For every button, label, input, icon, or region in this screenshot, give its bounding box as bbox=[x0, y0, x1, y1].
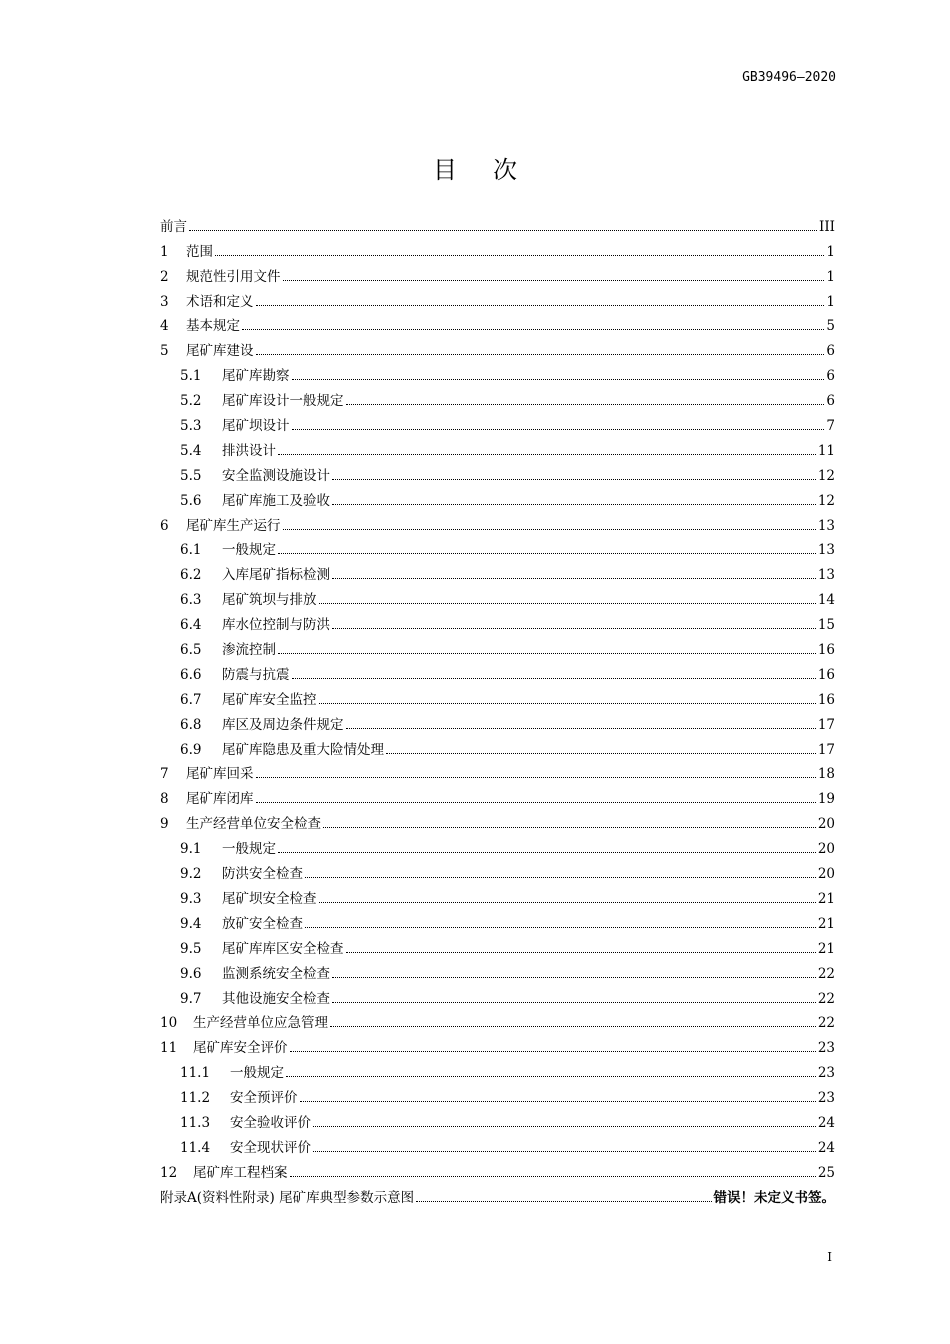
toc-entry-number: 12 bbox=[160, 1164, 178, 1181]
toc-entry-number: 9.1 bbox=[180, 841, 202, 858]
toc-entry-number: 9.6 bbox=[180, 965, 202, 982]
toc-dot-leader bbox=[332, 1002, 816, 1003]
toc-entry[interactable] bbox=[160, 683, 835, 708]
toc-entry-number: 8 bbox=[160, 791, 169, 808]
toc-dot-leader bbox=[332, 977, 816, 978]
toc-entry[interactable] bbox=[160, 907, 835, 932]
toc-entry[interactable] bbox=[160, 409, 835, 434]
toc-dot-leader bbox=[313, 1151, 816, 1152]
toc-entry-page: 21 bbox=[817, 890, 835, 907]
toc-entry-page: 12 bbox=[817, 467, 835, 484]
toc-entry[interactable] bbox=[160, 633, 835, 658]
toc-entry-number: 6.7 bbox=[180, 691, 202, 708]
toc-entry[interactable] bbox=[160, 285, 835, 310]
toc-entry[interactable] bbox=[160, 558, 835, 583]
toc-entry[interactable] bbox=[160, 982, 835, 1007]
toc-dot-leader bbox=[305, 927, 816, 928]
toc-entry-page: 1 bbox=[826, 293, 835, 310]
toc-entry[interactable] bbox=[160, 708, 835, 733]
toc-entry-number: 11.3 bbox=[180, 1114, 211, 1131]
toc-dot-leader bbox=[319, 603, 816, 604]
toc-entry[interactable] bbox=[160, 782, 835, 807]
toc-entry[interactable] bbox=[160, 1181, 835, 1206]
toc-entry-title: 其他设施安全检查 bbox=[222, 990, 330, 1007]
toc-entry-title: 尾矿库设计一般规定 bbox=[222, 393, 344, 410]
toc-entry[interactable] bbox=[160, 1031, 835, 1056]
toc-entry-number: 9.7 bbox=[180, 990, 202, 1007]
toc-entry-title: 尾矿库安全评价 bbox=[193, 1040, 288, 1057]
toc-entry-title: 防洪安全检查 bbox=[222, 866, 303, 883]
toc-entry-title: 库水位控制与防洪 bbox=[222, 617, 330, 634]
toc-entry-page: 23 bbox=[817, 1040, 835, 1057]
toc-entry-title: 尾矿坝设计 bbox=[222, 418, 290, 435]
toc-dot-leader bbox=[189, 230, 817, 231]
toc-dot-leader bbox=[292, 678, 816, 679]
toc-entry-number: 9.5 bbox=[180, 940, 202, 957]
toc-entry-title: 库区及周边条件规定 bbox=[222, 716, 344, 733]
toc-dot-leader bbox=[332, 628, 816, 629]
toc-entry-number: 3 bbox=[160, 293, 169, 310]
toc-entry-number: 6.5 bbox=[180, 642, 202, 659]
toc-entry-number: 5.3 bbox=[180, 418, 202, 435]
toc-entry-title: 术语和定义 bbox=[186, 293, 254, 310]
toc-entry[interactable] bbox=[160, 434, 835, 459]
toc-entry-page: 12 bbox=[817, 492, 835, 509]
toc-entry[interactable] bbox=[160, 1131, 835, 1156]
toc-entry-number: 11.1 bbox=[180, 1065, 211, 1082]
toc-entry-page: 20 bbox=[817, 841, 835, 858]
toc-entry-number: 1 bbox=[160, 243, 169, 260]
toc-entry-page: 23 bbox=[817, 1090, 835, 1107]
toc-entry[interactable] bbox=[160, 608, 835, 633]
toc-entry-page: 24 bbox=[817, 1139, 835, 1156]
toc-entry-title: 尾矿库勘察 bbox=[222, 368, 290, 385]
toc-entry-title: 尾矿库回采 bbox=[186, 766, 254, 783]
toc-entry[interactable] bbox=[160, 459, 835, 484]
toc-entry-page: 14 bbox=[817, 592, 835, 609]
toc-dot-leader bbox=[332, 504, 816, 505]
toc-entry-page: 23 bbox=[817, 1065, 835, 1082]
toc-entry-title: 尾矿库闭库 bbox=[186, 791, 254, 808]
toc-dot-leader bbox=[242, 329, 824, 330]
toc-dot-leader bbox=[305, 877, 816, 878]
toc-entry-page: 17 bbox=[817, 716, 835, 733]
toc-entry-page: 20 bbox=[817, 816, 835, 833]
toc-dot-leader bbox=[386, 753, 816, 754]
toc-entry[interactable] bbox=[160, 1056, 835, 1081]
toc-entry[interactable] bbox=[160, 210, 835, 235]
toc-entry-number: 11 bbox=[160, 1040, 178, 1057]
toc-entry-title: 基本规定 bbox=[186, 318, 240, 335]
toc-entry-title: 安全监测设施设计 bbox=[222, 467, 330, 484]
page-title: 目次 bbox=[433, 156, 553, 184]
toc-entry-page: 20 bbox=[817, 866, 835, 883]
toc-entry-number: 10 bbox=[160, 1015, 178, 1032]
toc-entry[interactable] bbox=[160, 334, 835, 359]
toc-entry[interactable] bbox=[160, 832, 835, 857]
toc-dot-leader bbox=[278, 454, 816, 455]
toc-entry[interactable] bbox=[160, 1156, 835, 1181]
toc-entry-number: 5.1 bbox=[180, 368, 202, 385]
toc-entry-title: 前言 bbox=[160, 218, 187, 235]
toc-entry-title: 尾矿库施工及验收 bbox=[222, 492, 330, 509]
toc-entry-title: 一般规定 bbox=[222, 542, 276, 559]
toc-dot-leader bbox=[346, 404, 825, 405]
toc-entry-page: 16 bbox=[817, 666, 835, 683]
toc-entry[interactable] bbox=[160, 534, 835, 559]
toc-entry[interactable] bbox=[160, 758, 835, 783]
toc-dot-leader bbox=[346, 952, 816, 953]
toc-entry-page: 24 bbox=[817, 1114, 835, 1131]
toc-entry[interactable] bbox=[160, 509, 835, 534]
toc-entry[interactable] bbox=[160, 857, 835, 882]
toc-entry[interactable] bbox=[160, 1081, 835, 1106]
toc-dot-leader bbox=[323, 827, 816, 828]
toc-entry-title: 生产经营单位安全检查 bbox=[186, 816, 321, 833]
toc-dot-leader bbox=[256, 354, 825, 355]
toc-entry-page: 25 bbox=[817, 1164, 835, 1181]
toc-dot-leader bbox=[215, 255, 824, 256]
toc-entry-number: 5.5 bbox=[180, 467, 202, 484]
toc-entry-number: 6.9 bbox=[180, 741, 202, 758]
toc-entry-title: 安全现状评价 bbox=[230, 1139, 311, 1156]
toc-entry-page: 17 bbox=[817, 741, 835, 758]
toc-entry-title: 附录A(资料性附录) 尾矿库典型参数示意图 bbox=[160, 1189, 415, 1206]
toc-entry-page: 22 bbox=[817, 990, 835, 1007]
toc-entry-page: 1 bbox=[826, 243, 835, 260]
toc-entry-title: 入库尾矿指标检测 bbox=[222, 567, 330, 584]
toc-entry-number: 7 bbox=[160, 766, 169, 783]
toc-entry-number: 6.8 bbox=[180, 716, 202, 733]
toc-dot-leader bbox=[290, 1176, 816, 1177]
toc-entry-number: 5.4 bbox=[180, 442, 202, 459]
toc-entry-title: 尾矿库隐患及重大险情处理 bbox=[222, 741, 384, 758]
toc-entry-title: 一般规定 bbox=[230, 1065, 284, 1082]
toc-entry-page: 16 bbox=[817, 642, 835, 659]
toc-dot-leader bbox=[283, 280, 825, 281]
toc-entry-page: 6 bbox=[826, 343, 835, 360]
toc-entry-number: 9.3 bbox=[180, 890, 202, 907]
toc-entry-number: 11.4 bbox=[180, 1139, 211, 1156]
toc-dot-leader bbox=[278, 653, 816, 654]
toc-dot-leader bbox=[256, 802, 816, 803]
toc-dot-leader bbox=[416, 1201, 711, 1202]
toc-entry-number: 5.6 bbox=[180, 492, 202, 509]
toc-entry-number: 9.4 bbox=[180, 915, 202, 932]
toc-dot-leader bbox=[330, 1026, 816, 1027]
toc-entry-title: 生产经营单位应急管理 bbox=[193, 1015, 328, 1032]
toc-entry[interactable] bbox=[160, 235, 835, 260]
toc-entry-number: 9.2 bbox=[180, 866, 202, 883]
toc-dot-leader bbox=[290, 1051, 816, 1052]
toc-dot-leader bbox=[319, 902, 816, 903]
toc-entry-page: III bbox=[819, 218, 835, 235]
toc-entry-page: 21 bbox=[817, 940, 835, 957]
toc-dot-leader bbox=[319, 703, 816, 704]
toc-dot-leader bbox=[256, 305, 825, 306]
toc-entry-title: 尾矿坝安全检查 bbox=[222, 890, 317, 907]
toc-dot-leader bbox=[332, 578, 816, 579]
toc-entry-title: 范围 bbox=[186, 243, 213, 260]
toc-entry-page: 21 bbox=[817, 915, 835, 932]
toc-entry[interactable] bbox=[160, 957, 835, 982]
toc-entry-page: 7 bbox=[826, 418, 835, 435]
toc-entry-title: 尾矿库库区安全检查 bbox=[222, 940, 344, 957]
toc-entry-title: 放矿安全检查 bbox=[222, 915, 303, 932]
toc-entry-number: 2 bbox=[160, 268, 169, 285]
toc-entry-title: 渗流控制 bbox=[222, 642, 276, 659]
toc-dot-leader bbox=[256, 777, 816, 778]
toc-entry-page: 13 bbox=[817, 542, 835, 559]
toc-entry[interactable] bbox=[160, 260, 835, 285]
toc-dot-leader bbox=[278, 852, 816, 853]
toc-dot-leader bbox=[292, 429, 825, 430]
toc-entry-page: 18 bbox=[817, 766, 835, 783]
toc-entry-page: 5 bbox=[826, 318, 835, 335]
toc-entry-page: 22 bbox=[817, 965, 835, 982]
toc-entry-page: 错误！未定义书签。 bbox=[713, 1189, 835, 1206]
toc-entry[interactable] bbox=[160, 882, 835, 907]
toc-entry-page: 19 bbox=[817, 791, 835, 808]
toc-entry-title: 监测系统安全检查 bbox=[222, 965, 330, 982]
toc-entry[interactable] bbox=[160, 310, 835, 335]
toc-entry-page: 16 bbox=[817, 691, 835, 708]
toc-entry-page: 13 bbox=[817, 517, 835, 534]
toc-entry-title: 防震与抗震 bbox=[222, 666, 290, 683]
toc-dot-leader bbox=[313, 1126, 816, 1127]
toc-entry[interactable] bbox=[160, 583, 835, 608]
toc-entry-title: 尾矿库工程档案 bbox=[193, 1164, 288, 1181]
toc-entry-title: 安全预评价 bbox=[230, 1090, 298, 1107]
toc-entry-page: 22 bbox=[817, 1015, 835, 1032]
toc-entry-number: 5.2 bbox=[180, 393, 202, 410]
toc-entry-page: 11 bbox=[817, 442, 835, 459]
toc-dot-leader bbox=[332, 479, 816, 480]
toc-entry-title: 规范性引用文件 bbox=[186, 268, 281, 285]
toc-dot-leader bbox=[278, 553, 816, 554]
toc-entry-number: 4 bbox=[160, 318, 169, 335]
toc-entry-title: 尾矿筑坝与排放 bbox=[222, 592, 317, 609]
toc-entry-title: 一般规定 bbox=[222, 841, 276, 858]
toc-entry-title: 排洪设计 bbox=[222, 442, 276, 459]
toc-entry-number: 11.2 bbox=[180, 1090, 211, 1107]
toc-dot-leader bbox=[292, 379, 825, 380]
toc-entry[interactable] bbox=[160, 733, 835, 758]
toc-entry-title: 尾矿库安全监控 bbox=[222, 691, 317, 708]
toc-entry-number: 6.2 bbox=[180, 567, 202, 584]
toc-entry[interactable] bbox=[160, 807, 835, 832]
toc-entry[interactable] bbox=[160, 384, 835, 409]
toc-entry-number: 6.1 bbox=[180, 542, 202, 559]
toc-entry-page: 15 bbox=[817, 617, 835, 634]
toc-entry-number: 5 bbox=[160, 343, 169, 360]
toc-entry[interactable] bbox=[160, 359, 835, 384]
toc-dot-leader bbox=[300, 1101, 816, 1102]
toc-entry-page: 6 bbox=[826, 368, 835, 385]
standard-code: GB39496—2020 bbox=[742, 70, 836, 85]
toc-entry-page: 1 bbox=[826, 268, 835, 285]
toc-dot-leader bbox=[286, 1076, 816, 1077]
toc-entry[interactable] bbox=[160, 932, 835, 957]
toc-entry-number: 6 bbox=[160, 517, 169, 534]
page-number: I bbox=[827, 1250, 832, 1264]
toc-entry-number: 6.3 bbox=[180, 592, 202, 609]
toc-entry[interactable] bbox=[160, 1106, 835, 1131]
toc-entry-number: 9 bbox=[160, 816, 169, 833]
toc-dot-leader bbox=[283, 529, 816, 530]
toc-entry-title: 尾矿库建设 bbox=[186, 343, 254, 360]
toc-entry-page: 13 bbox=[817, 567, 835, 584]
toc-entry-number: 6.4 bbox=[180, 617, 202, 634]
toc-entry-title: 安全验收评价 bbox=[230, 1114, 311, 1131]
toc-entry-number: 6.6 bbox=[180, 666, 202, 683]
toc-entry[interactable] bbox=[160, 658, 835, 683]
table-of-contents bbox=[160, 210, 835, 1206]
toc-entry[interactable] bbox=[160, 1007, 835, 1032]
toc-dot-leader bbox=[346, 728, 816, 729]
toc-entry[interactable] bbox=[160, 484, 835, 509]
toc-entry-page: 6 bbox=[826, 393, 835, 410]
toc-entry-title: 尾矿库生产运行 bbox=[186, 517, 281, 534]
